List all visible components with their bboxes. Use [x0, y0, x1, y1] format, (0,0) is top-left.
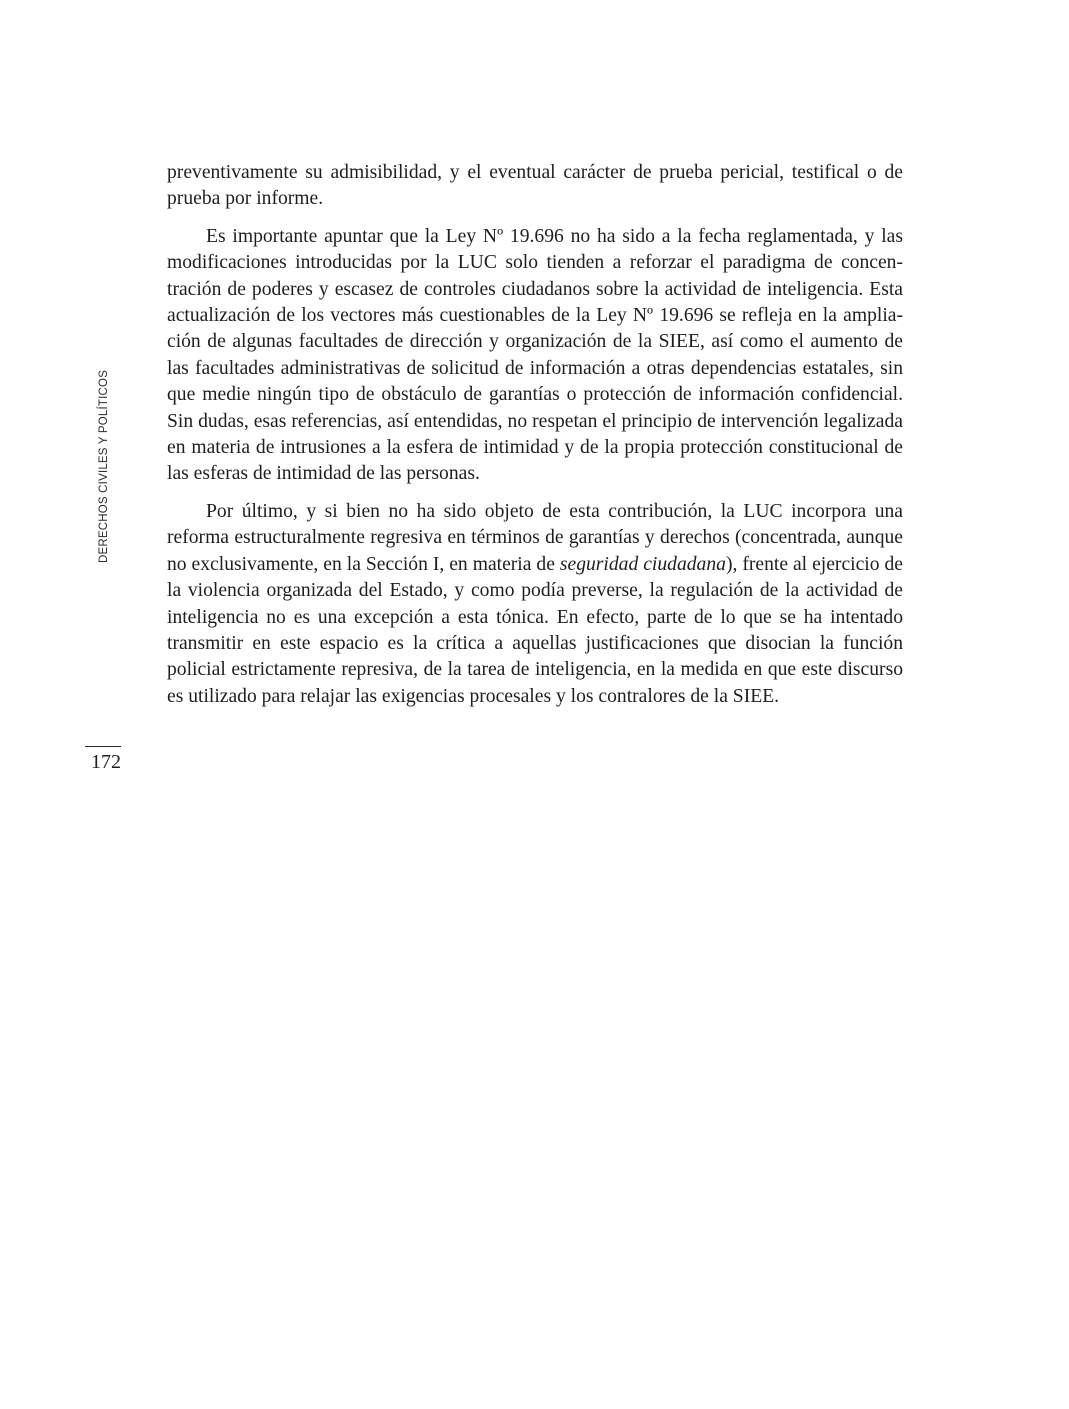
folio-rule	[85, 746, 121, 747]
paragraph-continued: preventivamente su admisibilidad, y el eventual carácter de prueba pericial, testifical o de prueba por informe.	[167, 162, 903, 210]
page-number: 172	[91, 751, 121, 773]
body-text	[167, 160, 903, 710]
running-head: DERECHOS CIVILES Y POLÍTICOS	[98, 369, 110, 563]
emphasis-seguridad-ciudadana: seguridad ciudadana	[559, 553, 726, 575]
paragraph-conclusion	[167, 499, 903, 710]
paragraph-conclusion-after: ), frente al ejercicio de la violencia organizada del Estado, y como podía preverse, la regulación de la actividad de inteligencia no es una excepción a esta tónica. En efecto, parte de lo que se ha intentado transmitir en este espacio es la crítica a aquellas justificaciones que disocian la función policial estrictamente represiva, de la tarea de inteligencia, en la medida en que este discurso es utilizado para relajar las exigencias procesales y los contralores de la SIEE.	[167, 553, 903, 707]
paragraph-ley-19696: Es importante apuntar que la Ley Nº 19.696 no ha sido a la fecha reglamentada, y las modificaciones introducidas por la LUC solo tienden a reforzar el paradigma de concentración de poderes y escasez de controles ciudadanos sobre la actividad de inteligencia. Esta actualización de los vectores más cuestionables de la Ley Nº 19.696 se refleja en la ampliación de algunas facultades de dirección y organización de la SIEE, así como el aumento de las facultades administrativas de solicitud de información a otras dependencias estatales, sin que medie ningún tipo de obstáculo de garantías o protección de información confidencial. Sin dudas, esas referencias, así entendidas, no respetan el principio de intervención legalizada en materia de intrusiones a la esfera de intimidad y de la propia protección constitucional de las esferas de intimidad de las personas.	[167, 225, 903, 485]
paragraph-conclusion-before: Por último, y si bien no ha sido objeto de esta contribución, la LUC incorpora una reforma estructuralmente regresiva en términos de garantías y derechos (concentrada, aunque no exclusivamente, en la Sección I, en materia de	[167, 500, 903, 575]
